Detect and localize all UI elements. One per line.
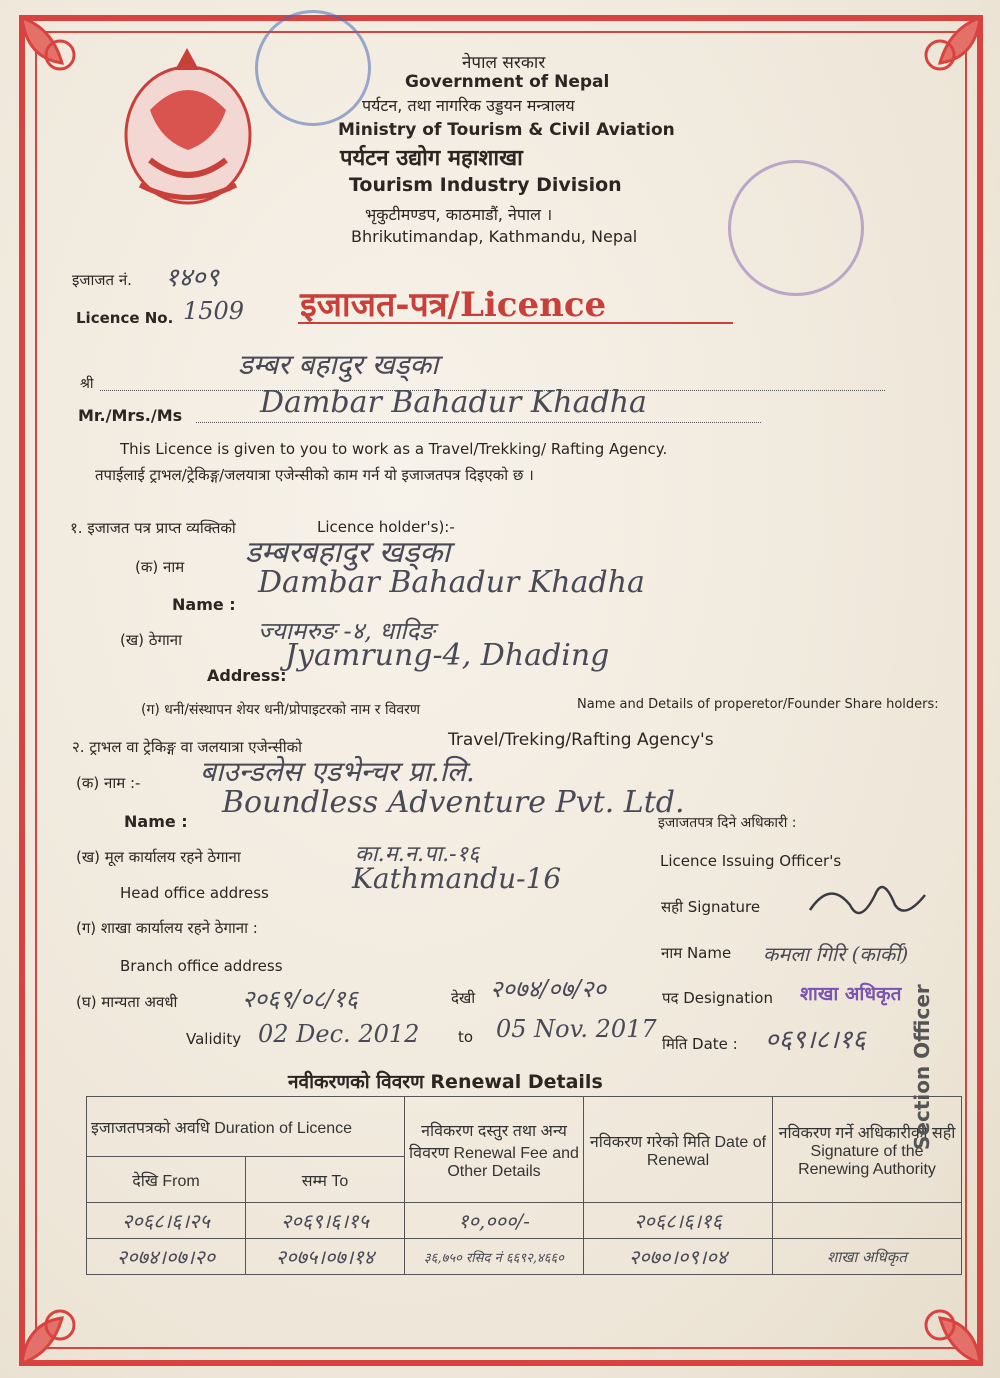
recipient-label: Mr./Mrs./Ms [78,406,183,425]
s2-branch-np-label: (ग) शाखा कार्यालय रहने ठेगाना : [76,919,258,937]
s2-name-value: Boundless Adventure Pvt. Ltd. [222,785,685,820]
officer-sig-label: सही Signature [661,898,761,916]
division-np: पर्यटन उद्योग महाशाखा [340,146,523,171]
s2-validity-np-label: (घ) मान्यता अवधी [76,993,178,1011]
purple-stamp [728,160,864,296]
licence-no-np-value: १४०९ [165,263,220,293]
s1-address-value: Jyamrung-4, Dhading [285,638,610,673]
renewal-title: नवीकरणको विवरण Renewal Details [288,1071,603,1093]
s1-name-np-value: डम्बरबहादुर खड्का [245,535,451,570]
officer-name-label: नाम Name [661,944,732,962]
s1-heading-en: Licence holder's):- [317,518,455,536]
officer-designation-label: पद Designation [662,989,773,1007]
officer-date-value: ०६९।८।१६ [765,1025,866,1055]
s2-head-np-label: (ख) मूल कार्यालय रहने ठेगाना [76,848,241,866]
officer-designation-value: शाखा अधिकृत [800,983,902,1005]
s2-validity-np-from: २०६९/०८/१६ [242,985,359,1013]
table-row: २०७४।०७।२० २०७५।०७।१४ ३६,७५० रसिद नं ६६९२,४६६० २०७०।०९।०४ शाखा अधिकृत [87,1239,962,1275]
renewal-table [86,1096,962,1275]
address-en: Bhrikutimandap, Kathmandu, Nepal [351,227,638,246]
officer-signature [800,870,940,930]
gov-en: Government of Nepal [405,72,610,92]
col-duration: इजाजतपत्रको अवधि Duration of Licence [87,1097,405,1157]
s1-name-label: Name : [172,595,236,614]
col-sign: नविकरण गर्ने अधिकारीको सही Signature of the Renewing Authority [773,1097,962,1203]
s1-name-np-label: (क) नाम [135,558,185,576]
licence-title: इजाजत-पत्र/Licence [300,285,607,325]
s2-validity-from: 02 Dec. 2012 [258,1020,420,1048]
s1-owner-np: (ग) धनी/संस्थापन शेयर धनी/प्रोपाइटरको नाम र विवरण [141,702,420,718]
officer-name-value: कमला गिरि (कार्की) [763,942,909,966]
officer-date-label: मिति Date : [662,1035,738,1053]
s2-heading-np: २. ट्राभल वा ट्रेकिङ्ग वा जलयात्रा एजेन्सीको [72,738,302,756]
s2-validity-to: 05 Nov. 2017 [496,1015,657,1043]
recipient-np-label: श्री [80,376,94,392]
s2-head-label: Head office address [120,884,269,902]
s1-owner-en: Name and Details of properetor/Founder Share holders: [577,697,939,712]
col-fee: नविकरण दस्तुर तथा अन्य विवरण Renewal Fee and Other Details [405,1097,584,1203]
recipient-np-name: डम्बर बहादुर खड्का [238,348,439,381]
col-to: सम्म To [245,1157,404,1203]
statement-en: This Licence is given to you to work as a Travel/Trekking/ Rafting Agency. [120,440,668,458]
s2-name-np-value: बाउन्डलेस एडभेन्चर प्रा.लि. [200,755,475,788]
s2-validity-label: Validity [186,1030,242,1048]
s1-name-value: Dambar Bahadur Khadha [258,565,645,600]
ministry-en: Ministry of Tourism & Civil Aviation [338,120,675,140]
officer-heading: Licence Issuing Officer's [660,852,842,870]
address-np: भृकुटीमण्डप, काठमाडौं, नेपाल । [365,205,553,224]
licence-no-label: Licence No. [76,309,174,327]
blue-stamp [255,10,371,126]
s2-heading-en: Travel/Treking/Rafting Agency's [448,730,714,750]
licence-no-value: 1509 [183,297,245,325]
side-stamp-text: Section Officer [910,984,934,1150]
officer-np-heading: इजाजतपत्र दिने अधिकारी : [658,815,797,831]
s2-head-np-value: का.म.न.पा.-१६ [355,842,480,867]
s2-head-value: Kathmandu-16 [352,862,562,895]
licence-no-np-label: इजाजत नं. [72,271,132,289]
s2-validity-np-to-label: देखी [451,989,476,1007]
s1-address-label: Address: [207,666,287,685]
gov-np: नेपाल सरकार [462,53,546,73]
recipient-name: Dambar Bahadur Khadha [260,385,647,420]
division-en: Tourism Industry Division [349,174,622,196]
col-from: देखि From [87,1157,246,1203]
s2-branch-label: Branch office address [120,957,283,975]
ministry-np: पर्यटन, तथा नागरिक उड्डयन मन्त्रालय [362,96,575,115]
s1-address-np-value: ज्यामरुङ -४, धादिङ [258,617,435,645]
s2-name-label: Name : [124,812,188,831]
s1-address-np-label: (ख) ठेगाना [120,631,182,649]
s1-heading-np: १. इजाजत पत्र प्राप्त व्यक्तिको [70,519,236,537]
s2-validity-to-label: to [458,1028,474,1046]
s2-validity-np-to: २०७४/०७/२० [490,975,607,1003]
col-date: नविकरण गरेको मिति Date of Renewal [584,1097,773,1203]
statement-np: तपाईलाई ट्राभल/ट्रेकिङ्ग/जलयात्रा एजेन्सीको काम गर्न यो इजाजतपत्र दिइएको छ । [95,466,534,484]
table-row: २०६८।६।२५ २०६९।६।१५ १०,०००/- २०६८।६।१६ [87,1203,962,1239]
s2-name-np-label: (क) नाम :- [76,774,141,792]
nepal-emblem-icon [126,48,250,203]
